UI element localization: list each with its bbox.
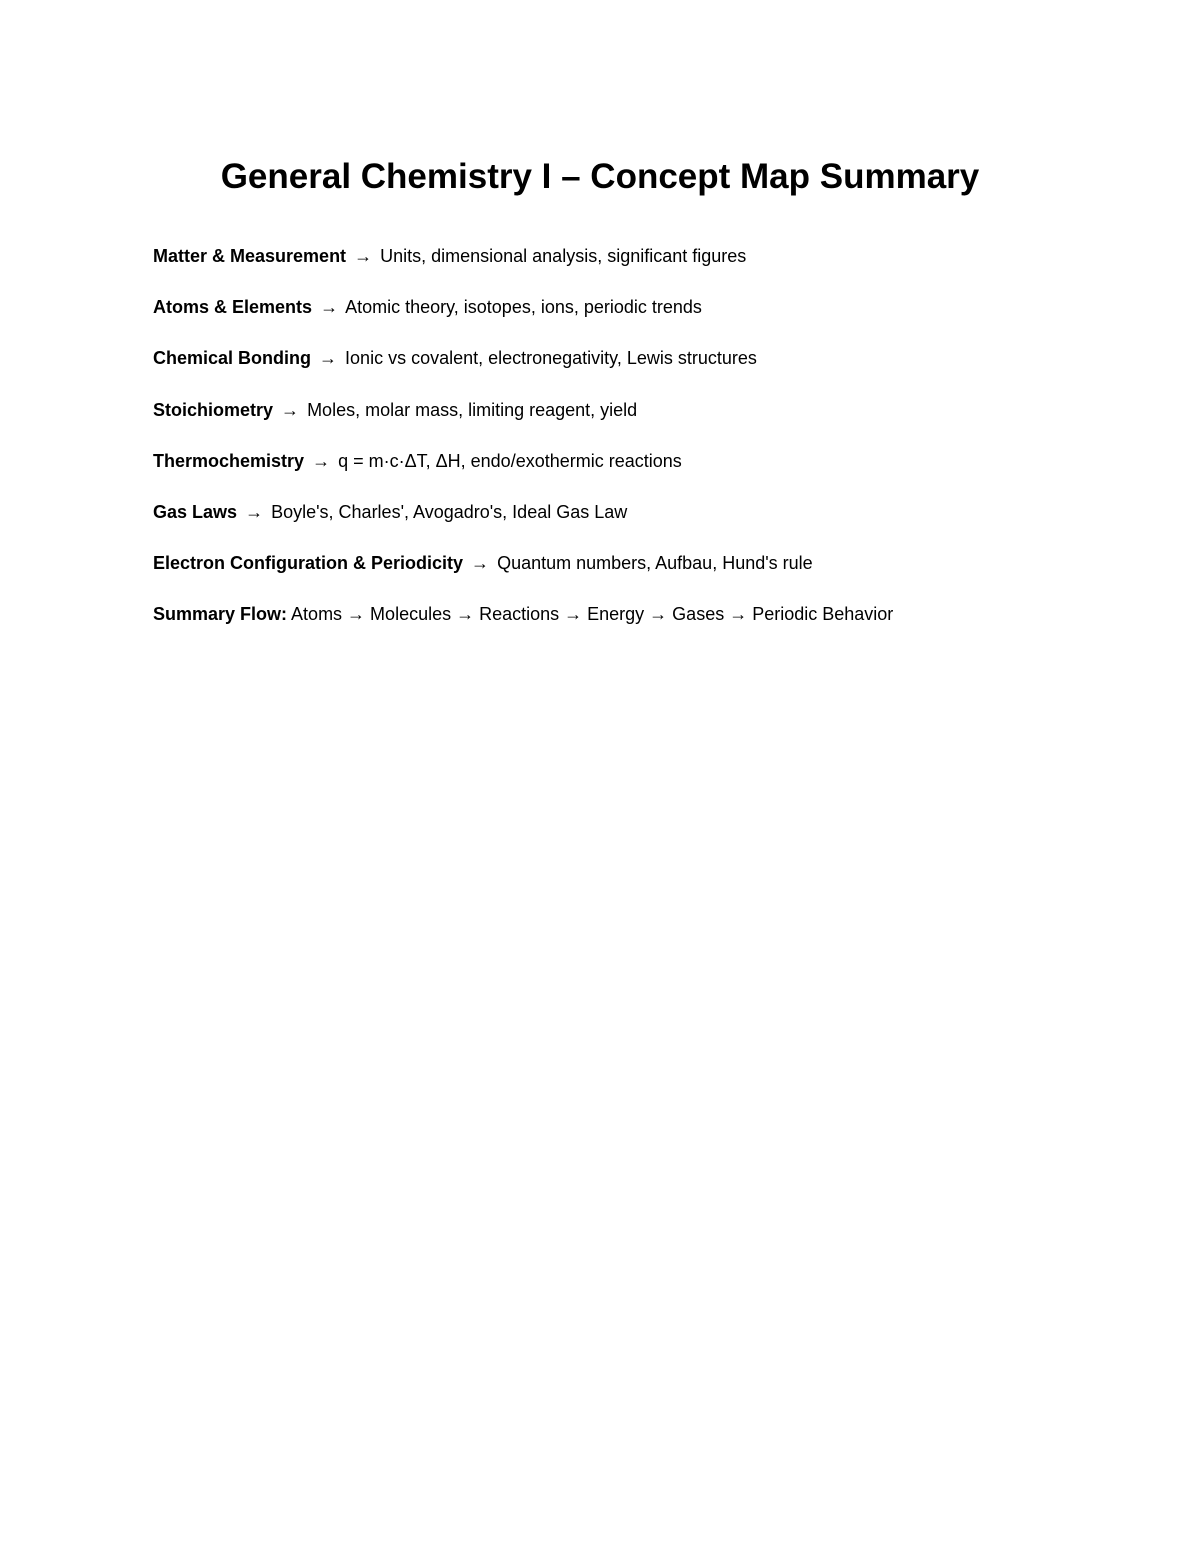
concept-term: Atoms & Elements: [153, 297, 313, 318]
concept-item-electron-configuration: [153, 551, 1113, 575]
arrow-icon: →: [312, 450, 331, 471]
concept-item-chemical-bonding: [153, 346, 1113, 370]
summary-flow-text: Atoms → Molecules → Reactions → Energy → Gases → Periodic Behavior: [291, 604, 894, 625]
concept-details: Ionic vs covalent, electronegativity, Lewis structures: [345, 348, 757, 369]
concept-item-atoms-elements: [153, 295, 1113, 319]
concept-details: Boyle's, Charles', Avogadro's, Ideal Gas Law: [271, 501, 628, 522]
arrow-icon: →: [281, 399, 300, 420]
concept-list: [153, 244, 1113, 654]
arrow-icon: →: [319, 348, 338, 369]
concept-details: Atomic theory, isotopes, ions, periodic trends: [345, 297, 702, 318]
concept-term: Stoichiometry: [153, 399, 274, 420]
summary-flow: [153, 602, 1113, 626]
arrow-icon: →: [320, 297, 339, 318]
concept-term: Electron Configuration & Periodicity: [153, 553, 464, 574]
concept-details: Quantum numbers, Aufbau, Hund's rule: [497, 553, 813, 574]
concept-item-matter-measurement: [153, 244, 1113, 268]
concept-term: Matter & Measurement: [153, 246, 347, 266]
concept-item-gas-laws: [153, 500, 1113, 524]
arrow-icon: →: [245, 501, 264, 522]
concept-details: q = m·c·ΔT, ΔH, endo/exothermic reactions: [338, 450, 682, 471]
concept-term: Thermochemistry: [153, 450, 305, 471]
concept-details: Units, dimensional analysis, significant figures: [380, 246, 747, 266]
concept-term: Chemical Bonding: [153, 348, 312, 369]
concept-item-stoichiometry: [153, 398, 1113, 422]
arrow-icon: →: [354, 246, 373, 266]
concept-item-thermochemistry: [153, 449, 1113, 473]
summary-flow-label: Summary Flow:: [153, 604, 288, 625]
concept-term: Gas Laws: [153, 501, 238, 522]
arrow-icon: →: [471, 553, 490, 574]
document-title: General Chemistry I – Concept Map Summary: [220, 157, 980, 196]
concept-details: Moles, molar mass, limiting reagent, yield: [307, 399, 638, 420]
